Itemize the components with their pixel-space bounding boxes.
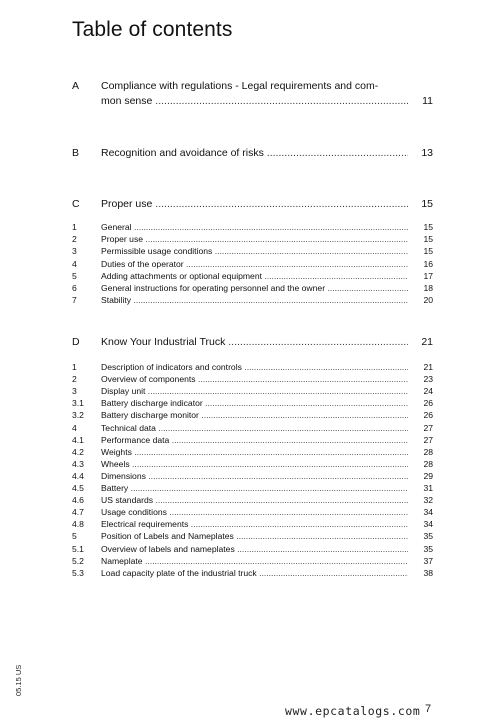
toc-entry-label: General instructions for operating personnel and the owner ..... — [101, 283, 408, 294]
toc-entry-page: 29 — [423, 470, 433, 481]
toc-entry-label: Technical data ..... — [101, 423, 408, 434]
toc-entry-number: 3 — [72, 246, 77, 257]
toc-entry-number: 4 — [72, 422, 77, 433]
section-a-page: 11 — [422, 95, 433, 107]
toc-entry-page: 28 — [423, 458, 433, 469]
section-c-letter: C — [72, 198, 80, 210]
page-title: Table of contents — [72, 18, 233, 41]
toc-entry-number: 4.7 — [72, 507, 84, 518]
toc-entry-label: Wheels ..... — [101, 459, 408, 470]
toc-entry-number: 4.1 — [72, 434, 84, 445]
toc-entry[interactable] — [0, 295, 480, 306]
toc-entry-label: Proper use ..... — [101, 234, 408, 245]
toc-entry-page: 27 — [423, 434, 433, 445]
toc-entry[interactable] — [0, 398, 480, 409]
section-a-title-line1: Compliance with regulations - Legal requirements and com- — [101, 80, 379, 92]
toc-entry[interactable] — [0, 271, 480, 282]
toc-entry[interactable] — [0, 410, 480, 421]
toc-entry-number: 4.2 — [72, 446, 84, 457]
toc-entry-number: 5 — [72, 531, 77, 542]
toc-entry-page: 24 — [423, 386, 433, 397]
toc-entry-number: 5 — [72, 270, 77, 281]
toc-entry-label: Dimensions ..... — [101, 471, 408, 482]
toc-entry-label: Electrical requirements ..... — [101, 519, 408, 530]
toc-entry-page: 18 — [423, 283, 433, 293]
section-b-letter: B — [72, 147, 80, 159]
toc-entry-page: 26 — [423, 410, 433, 421]
toc-entry-label: Overview of components ..... — [101, 374, 408, 385]
toc-entry[interactable] — [0, 531, 480, 542]
toc-entry-page: 35 — [423, 543, 433, 554]
toc-entry-page: 34 — [423, 519, 433, 530]
toc-entry-label: Overview of labels and nameplates ..... — [101, 544, 408, 555]
toc-entry[interactable] — [0, 283, 480, 294]
document-code: 05.15 US — [14, 664, 23, 696]
toc-entry-label: Permissible usage conditions ..... — [101, 246, 408, 257]
toc-entry-label: Usage conditions ..... — [101, 507, 408, 518]
toc-entry-label: Display unit ..... — [101, 386, 408, 397]
toc-entry[interactable] — [0, 374, 480, 385]
toc-entry-number: 5.2 — [72, 555, 84, 566]
toc-entry-page: 34 — [423, 507, 433, 518]
section-b-title: Recognition and avoidance of risks ..... — [101, 146, 408, 160]
toc-entry-page: 35 — [423, 531, 433, 542]
toc-entry-label: Description of indicators and controls ..... — [101, 362, 408, 373]
toc-entry-number: 4.4 — [72, 470, 84, 481]
toc-entry[interactable] — [0, 246, 480, 257]
toc-entry-number: 4.8 — [72, 519, 84, 530]
section-d-letter: D — [72, 336, 80, 348]
toc-entry-number: 4.5 — [72, 483, 84, 493]
toc-entry[interactable] — [0, 556, 480, 567]
toc-entry[interactable] — [0, 568, 480, 579]
toc-entry-page: 16 — [423, 258, 433, 269]
section-d-title: Know Your Industrial Truck ..... — [101, 335, 408, 349]
section-d-page: 21 — [421, 336, 433, 348]
toc-entry[interactable] — [0, 259, 480, 270]
toc-entry[interactable] — [0, 483, 480, 494]
toc-entry-number: 7 — [72, 295, 77, 306]
toc-entry-page: 17 — [423, 270, 433, 281]
toc-entry[interactable] — [0, 544, 480, 555]
toc-entry-page: 32 — [423, 495, 433, 506]
toc-entry-page: 23 — [423, 374, 433, 385]
toc-section-a-line2[interactable] — [0, 94, 480, 108]
toc-entry-label: Adding attachments or optional equipment ..... — [101, 271, 408, 282]
toc-entry[interactable] — [0, 459, 480, 470]
section-a-letter: A — [72, 80, 80, 92]
toc-entry[interactable] — [0, 519, 480, 530]
toc-entry-number: 3 — [72, 386, 77, 397]
toc-entry[interactable] — [0, 386, 480, 397]
toc-entry-label: Nameplate ..... — [101, 556, 408, 567]
toc-entry-number: 4.3 — [72, 458, 84, 469]
watermark: www.epcatalogs.com — [285, 704, 421, 718]
toc-entry-number: 4 — [72, 258, 77, 269]
toc-entry-page: 15 — [423, 222, 433, 232]
toc-entry[interactable] — [0, 507, 480, 518]
toc-entry-page: 15 — [423, 234, 433, 245]
toc-entry-label: Stability ..... — [101, 295, 408, 306]
toc-entry-page: 28 — [423, 446, 433, 457]
section-c-title: Proper use ..... — [101, 197, 408, 211]
toc-entry[interactable] — [0, 234, 480, 245]
toc-entry[interactable] — [0, 362, 480, 373]
toc-entry-page: 38 — [423, 567, 433, 578]
toc-entry-number: 5.1 — [72, 543, 84, 554]
section-a-title-line2: mon sense ..... — [101, 94, 408, 108]
toc-entry[interactable] — [0, 435, 480, 446]
toc-entry-page: 27 — [423, 422, 433, 433]
toc-entry[interactable] — [0, 423, 480, 434]
toc-entry-page: 21 — [423, 362, 433, 372]
toc-entry-page: 20 — [423, 295, 433, 306]
toc-entry-label: US standards ..... — [101, 495, 408, 506]
toc-section-c[interactable] — [0, 197, 480, 211]
toc-entry-label: Battery ..... — [101, 483, 408, 494]
toc-entry-page: 15 — [423, 246, 433, 257]
toc-section-d[interactable] — [0, 335, 480, 349]
toc-entry[interactable] — [0, 447, 480, 458]
toc-section-b[interactable] — [0, 146, 480, 160]
toc-entry-label: General ..... — [101, 222, 408, 233]
toc-entry-number: 4.6 — [72, 495, 84, 506]
toc-entry-number: 1 — [72, 362, 77, 372]
section-b-page: 13 — [421, 147, 433, 159]
toc-entry[interactable] — [0, 471, 480, 482]
toc-entry-number: 1 — [72, 222, 77, 232]
toc-entry-number: 2 — [72, 374, 77, 385]
toc-entry-label: Battery discharge monitor ..... — [101, 410, 408, 421]
toc-entry-label: Battery discharge indicator ..... — [101, 398, 408, 409]
toc-entry-label: Duties of the operator ..... — [101, 259, 408, 270]
toc-entry-label: Position of Labels and Nameplates ..... — [101, 531, 408, 542]
toc-entry-page: 26 — [423, 398, 433, 409]
toc-entry-number: 3.1 — [72, 398, 84, 409]
toc-entry-number: 6 — [72, 283, 77, 293]
toc-entry-number: 3.2 — [72, 410, 84, 421]
toc-entry[interactable] — [0, 495, 480, 506]
toc-entry-label: Performance data ..... — [101, 435, 408, 446]
toc-entry-page: 31 — [423, 483, 433, 493]
toc-entry-label: Load capacity plate of the industrial truck ..... — [101, 568, 408, 579]
toc-entry-page: 37 — [423, 555, 433, 566]
toc-entry[interactable] — [0, 222, 480, 233]
toc-entry-number: 2 — [72, 234, 77, 245]
section-c-page: 15 — [421, 198, 433, 210]
toc-section-a[interactable] — [0, 79, 480, 93]
page-number: 7 — [425, 703, 432, 715]
toc-entry-label: Weights ..... — [101, 447, 408, 458]
toc-entry-number: 5.3 — [72, 567, 84, 578]
